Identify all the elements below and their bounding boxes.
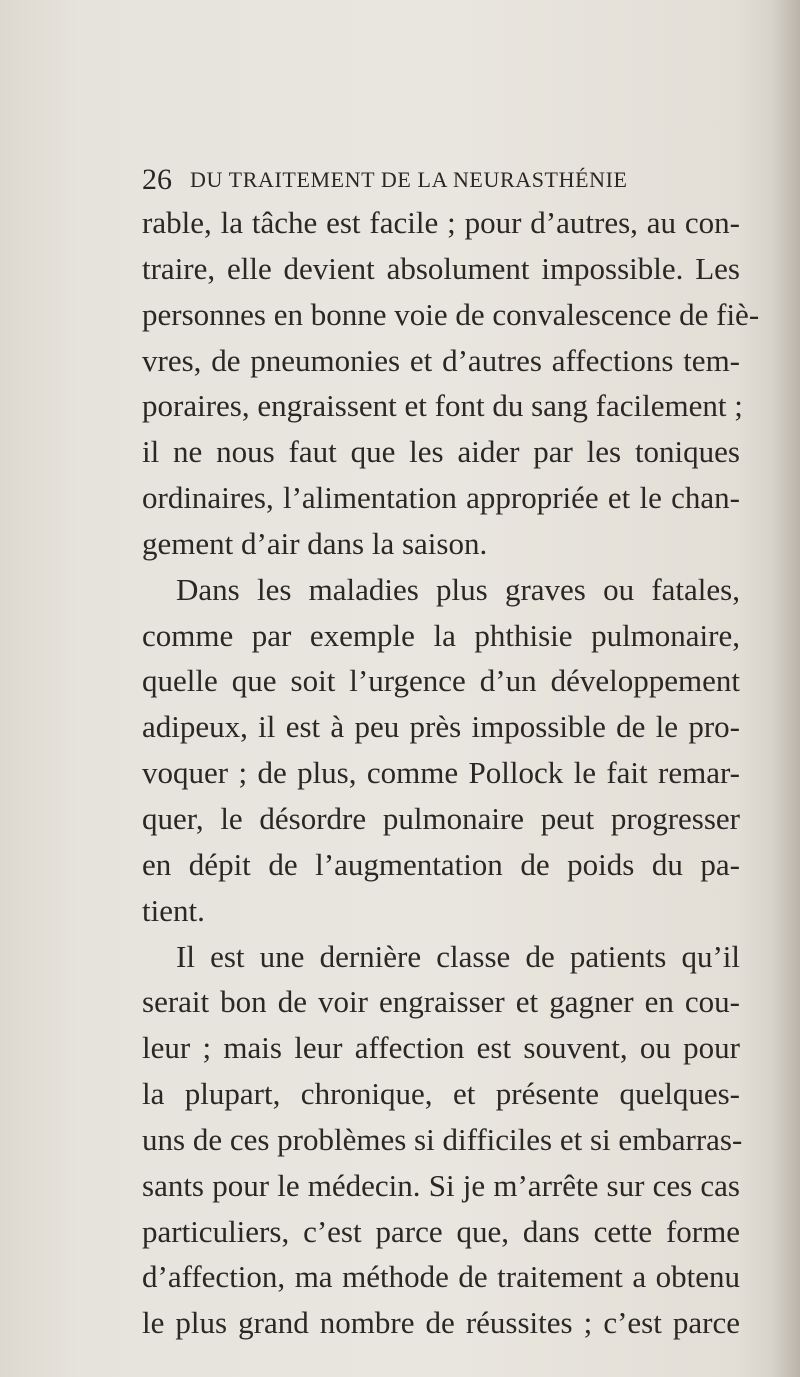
text-line: d’affection, ma méthode de traitement a obtenu: [142, 1259, 740, 1295]
text-line: voquer ; de plus, comme Pollock le fait remar-: [142, 755, 740, 791]
text-line: traire, elle devient absolument impossible. Les: [142, 250, 740, 286]
text-line: serait bon de voir engraisser et gagner en cou-: [142, 984, 740, 1020]
paragraph-first-line: Dans les maladies plus graves ou fatales,: [176, 571, 740, 607]
text-line: poraires, engraissent et font du sang facilement ;: [142, 388, 743, 424]
text-line: en dépit de l’augmentation de poids du pa-: [142, 846, 740, 882]
text-line: uns de ces problèmes si difficiles et si embarras-: [142, 1121, 743, 1157]
text-line: ordinaires, l’alimentation appropriée et le chan-: [142, 480, 740, 516]
text-line: le plus grand nombre de réussites ; c’est parce: [142, 1305, 740, 1341]
text-line: il ne nous faut que les aider par les toniques: [142, 434, 740, 470]
text-line: rable, la tâche est facile ; pour d’autres, au con-: [142, 205, 740, 240]
text-line: quer, le désordre pulmonaire peut progresser: [142, 800, 740, 836]
text-line: leur ; mais leur affection est souvent, ou pour: [142, 1030, 740, 1066]
text-line: la plupart, chronique, et présente quelques-: [142, 1076, 740, 1112]
text-line: vres, de pneumonies et d’autres affections tem-: [142, 342, 740, 378]
text-line: personnes en bonne voie de convalescence de fiè-: [142, 296, 760, 332]
page-edge-shadow: [772, 0, 800, 1377]
running-head-title: DU TRAITEMENT DE LA NEURASTHÉNIE: [190, 167, 628, 192]
text-line: quelle que soit l’urgence d’un développement: [142, 663, 740, 699]
page-number: 26: [142, 163, 172, 196]
text-line: adipeux, il est à peu près impossible de le pro-: [142, 709, 740, 745]
text-line: sants pour le médecin. Si je m’arrête sur ces cas: [142, 1167, 740, 1203]
body-text: [142, 200, 760, 1346]
text-line: particuliers, c’est parce que, dans cette forme: [142, 1213, 740, 1249]
paragraph-first-line: Il est une dernière classe de patients qu’il: [176, 938, 740, 974]
text-line: tient.: [142, 892, 205, 928]
text-line: gement d’air dans la saison.: [142, 525, 488, 561]
text-line: comme par exemple la phthisie pulmonaire,: [142, 617, 740, 653]
running-head: [142, 160, 742, 200]
